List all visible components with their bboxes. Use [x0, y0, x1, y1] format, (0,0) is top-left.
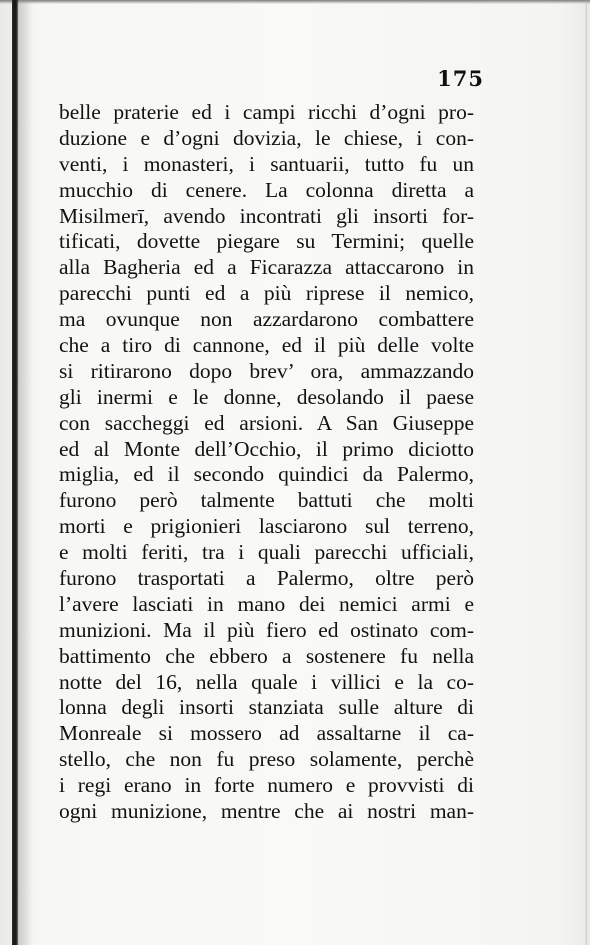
text-line: ogni munizione, mentre che ai nostri man- — [59, 799, 474, 824]
text-line: mucchio di cenere. La colonna diretta a — [59, 177, 474, 202]
page-right-edge — [585, 0, 587, 945]
binding-edge — [12, 0, 19, 945]
text-line: ma ovunque non azzardarono combattere — [59, 307, 474, 332]
text-line: belle praterie ed i campi ricchi d’ogni pro- — [59, 100, 474, 124]
text-line: tificati, dovette piegare su Termini; quelle — [59, 229, 474, 254]
text-line: Misilmerī, avendo incontrati gli insorti for- — [59, 203, 474, 228]
text-line: miglia, ed il secondo quindici da Palermo, — [59, 462, 474, 487]
text-line: i regi erano in forte numero e provvisti di — [59, 773, 474, 798]
body-text — [59, 100, 474, 825]
text-line: parecchi punti ed a più riprese il nemico, — [59, 281, 474, 306]
text-line: lonna degli insorti stanziata sulle alture di — [59, 695, 474, 720]
text-line: stello, che non fu preso solamente, perchè — [59, 747, 474, 772]
text-line: munizioni. Ma il più fiero ed ostinato com- — [59, 617, 474, 642]
text-line: Monreale si mossero ad assaltarne il ca- — [59, 721, 474, 746]
text-line: si ritirarono dopo brev’ ora, ammazzando — [59, 358, 474, 383]
text-line: che a tiro di cannone, ed il più delle volte — [59, 333, 474, 358]
text-line: furono trasportati a Palermo, oltre però — [59, 566, 474, 591]
text-line: ed al Monte dell’Occhio, il primo diciotto — [59, 436, 474, 461]
page-top-edge — [0, 0, 590, 4]
text-line: l’avere lasciati in mano dei nemici armi e — [59, 591, 474, 616]
text-line: notte del 16, nella quale i villici e la co- — [59, 669, 474, 694]
text-line: venti, i monasteri, i santuarii, tutto fu un — [59, 151, 474, 176]
text-line: alla Bagheria ed a Ficarazza attaccarono in — [59, 255, 474, 280]
text-line: morti e prigionieri lasciarono sul terreno, — [59, 514, 474, 539]
text-line: battimento che ebbero a sostenere fu nella — [59, 643, 474, 668]
text-line: e molti feriti, tra i quali parecchi ufficiali, — [59, 540, 474, 565]
page-number: 175 — [437, 66, 484, 91]
text-line: gli inermi e le donne, desolando il paese — [59, 384, 474, 409]
text-line: duzione e d’ogni dovizia, le chiese, i con- — [59, 125, 474, 150]
text-line: furono però talmente battuti che molti — [59, 488, 474, 513]
binding-shadow — [19, 0, 33, 945]
text-line: con saccheggi ed arsioni. A San Giuseppe — [59, 410, 474, 435]
